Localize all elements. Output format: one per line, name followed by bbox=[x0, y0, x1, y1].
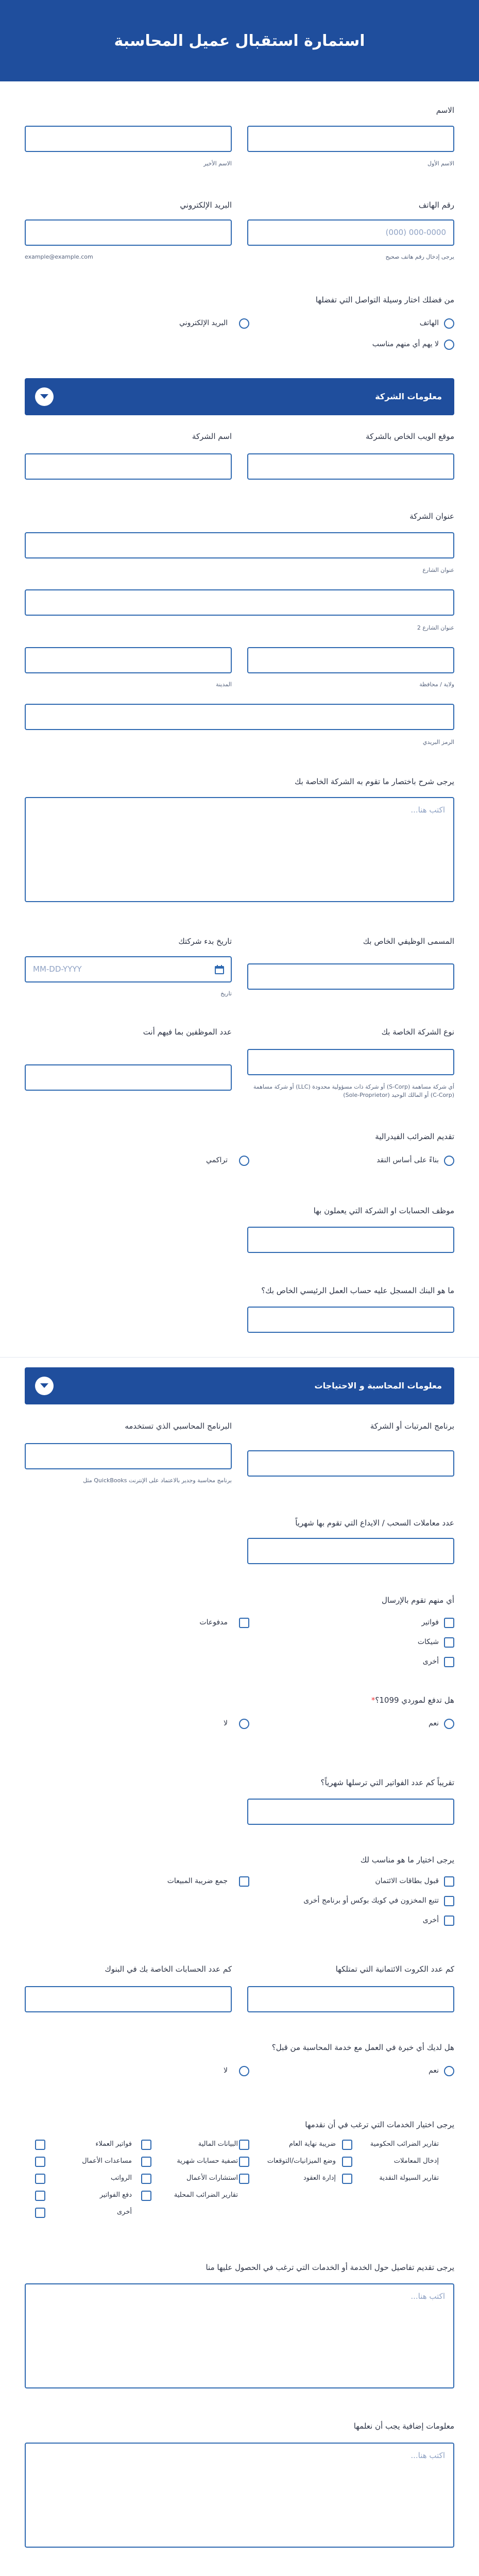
accounting-software-sublabel: برنامج محاسبة وجدير بالاعتماد على الإنترنت QuickBooks مثل bbox=[83, 1477, 232, 1484]
form1099-text: هل تدفع لموردي 1099؟ bbox=[375, 1696, 454, 1705]
company-type-sublabel: أي شركة مساهمة (S-Corp) أو شركة ذات مسؤولية محدودة (LLC) أو شركة مساهمة (C-Corp) أو المالك الوحيد (Sole-Proprietor) bbox=[253, 1083, 454, 1098]
chevron-down-icon[interactable] bbox=[35, 1377, 54, 1395]
job-title-input[interactable] bbox=[247, 963, 454, 990]
service-checkbox[interactable] bbox=[342, 2174, 352, 2184]
service-checkbox[interactable] bbox=[141, 2157, 151, 2167]
credit-cards-option: قبول بطاقات الائتمان bbox=[375, 1877, 439, 1885]
payments-checkbox[interactable] bbox=[239, 1618, 249, 1628]
date-placeholder: MM-DD-YYYY bbox=[33, 964, 82, 974]
tax-accrual-radio[interactable] bbox=[239, 1156, 249, 1166]
service-option: إدارة العقود bbox=[303, 2174, 336, 2182]
inventory-option: تتبع المخزون في كويك بوكس أو برنامج أخرى bbox=[303, 1896, 439, 1905]
business-desc-label: يرجى شرح باختصار ما تقوم به الشركة الخاصة بك bbox=[294, 777, 454, 786]
other-options-checkbox[interactable] bbox=[444, 1916, 454, 1926]
service-checkbox[interactable] bbox=[239, 2174, 249, 2184]
service-option: وضع الميزانيات/التوقعات bbox=[267, 2157, 336, 2165]
state-sublabel: ولاية / محافظة bbox=[419, 681, 454, 688]
form1099-yes-radio[interactable] bbox=[444, 1719, 454, 1729]
service-checkbox[interactable] bbox=[342, 2157, 352, 2167]
form1099-yes-option: نعم bbox=[429, 1719, 439, 1727]
experience-yes-radio[interactable] bbox=[444, 2066, 454, 2076]
service-option: دفع الفواتير bbox=[99, 2191, 132, 2199]
postal-input[interactable] bbox=[25, 704, 454, 730]
extra-info-textarea[interactable] bbox=[25, 2443, 454, 2548]
accounting-firm-label: موظف الحسابات او الشركة التي يعملون بها bbox=[313, 1206, 454, 1215]
job-title-label: المسمى الوظيفي الخاص بك bbox=[363, 937, 454, 946]
form1099-label bbox=[371, 1696, 454, 1705]
experience-no-radio[interactable] bbox=[239, 2066, 249, 2076]
credit-cards-count-input[interactable] bbox=[247, 1986, 454, 2012]
checks-option: شيكات bbox=[417, 1638, 439, 1646]
payroll-input[interactable] bbox=[247, 1450, 454, 1477]
tax-filing-label: تقديم الضرائب الفيدرالية bbox=[375, 1132, 454, 1141]
email-label: البريد الإلكتروني bbox=[180, 200, 232, 210]
textarea-placeholder: اكتب هنا... bbox=[410, 2292, 445, 2301]
service-details-label: يرجى تقديم تفاصيل حول الخدمة أو الخدمات التي ترغب في الحصول عليها منا bbox=[206, 2263, 454, 2272]
other-options-option: أخرى bbox=[422, 1916, 439, 1924]
company-name-label: اسم الشركة bbox=[192, 432, 232, 441]
bank-accounts-input[interactable] bbox=[25, 1986, 232, 2012]
service-option: تصفية حسابات شهرية bbox=[177, 2157, 238, 2165]
form-header bbox=[0, 0, 479, 81]
primary-bank-input[interactable] bbox=[247, 1307, 454, 1333]
service-option: استشارات الأعمال bbox=[186, 2174, 238, 2182]
contact-any-option: لا يهم أي منهم مناسب bbox=[372, 340, 439, 348]
extra-info-label: معلومات إضافية يجب أن نعلمها bbox=[353, 2421, 454, 2431]
chevron-down-icon[interactable] bbox=[35, 387, 54, 406]
service-checkbox[interactable] bbox=[342, 2140, 352, 2150]
service-checkbox[interactable] bbox=[35, 2140, 45, 2150]
divider bbox=[0, 1357, 479, 1358]
sales-tax-option: جمع ضريبة المبيعات bbox=[167, 1877, 228, 1885]
section-title: معلومات المحاسبة و الاحتياجات bbox=[314, 1381, 442, 1391]
transactions-label: عدد معاملات السحب / الايداع التي تقوم بها شهرياً bbox=[295, 1518, 454, 1528]
textarea-placeholder: اكتب هنا... bbox=[410, 805, 445, 815]
accounting-software-input[interactable] bbox=[25, 1443, 232, 1469]
contact-phone-option: الهاتف bbox=[419, 319, 439, 327]
section-title: معلومات الشركة bbox=[375, 392, 442, 401]
employees-label: عدد الموظفين بما فيهم أنت bbox=[143, 1027, 232, 1037]
phone-placeholder: (000) 000-0000 bbox=[385, 228, 446, 237]
company-type-input[interactable] bbox=[247, 1049, 454, 1075]
service-checkbox[interactable] bbox=[35, 2174, 45, 2184]
service-checkbox[interactable] bbox=[141, 2174, 151, 2184]
phone-sublabel: يرجى إدخال رقم هاتف صحيح bbox=[385, 253, 454, 260]
street-input[interactable] bbox=[25, 532, 454, 558]
street-sublabel: عنوان الشارع bbox=[422, 567, 454, 573]
service-checkbox[interactable] bbox=[239, 2157, 249, 2167]
contact-pref-label: من فضلك اختار وسيلة التواصل التي تفضلها bbox=[315, 295, 454, 304]
street2-input[interactable] bbox=[25, 589, 454, 616]
accounting-software-label: البرنامج المحاسبي الذي تستخدمه bbox=[125, 1421, 232, 1431]
textarea-placeholder: اكتب هنا... bbox=[410, 2451, 445, 2460]
service-checkbox[interactable] bbox=[35, 2157, 45, 2167]
service-option: تقارير السيولة النقدية bbox=[379, 2174, 439, 2182]
inventory-checkbox[interactable] bbox=[444, 1896, 454, 1906]
credit-cards-count-label: كم عدد الكروت الائتمانية التي تمتلكها bbox=[335, 1964, 454, 1974]
invoices-option: فواتير bbox=[421, 1618, 439, 1626]
payments-option: مدفوعات bbox=[199, 1618, 228, 1626]
invoices-checkbox[interactable] bbox=[444, 1618, 454, 1628]
bank-accounts-label: كم عدد الحسابات الخاصة بك في البنوك bbox=[105, 1964, 232, 1974]
tax-cash-option: بناءً على أساس النقد bbox=[377, 1156, 439, 1164]
transactions-input[interactable] bbox=[247, 1538, 454, 1564]
phone-label: رقم الهاتف bbox=[418, 200, 454, 210]
service-checkbox[interactable] bbox=[35, 2208, 45, 2218]
state-input[interactable] bbox=[247, 647, 454, 673]
service-option: تقارير الضرائب المحلية bbox=[174, 2191, 238, 2199]
payments-label: أي منهم تقوم بالإرسال bbox=[381, 1596, 454, 1605]
start-date-input[interactable] bbox=[25, 956, 232, 982]
experience-label: هل لديك أي خبرة في العمل مع خدمة المحاسبة من قبل؟ bbox=[271, 2043, 454, 2052]
service-option: مساعدات الأعمال bbox=[82, 2157, 132, 2165]
other-payments-option: أخرى bbox=[422, 1657, 439, 1666]
experience-yes-option: نعم bbox=[429, 2066, 439, 2075]
experience-no-option: لا bbox=[224, 2066, 228, 2075]
service-checkbox[interactable] bbox=[239, 2140, 249, 2150]
company-website-label: موقع الويب الخاص بالشركة bbox=[366, 432, 454, 441]
service-option: ضريبة نهاية العام bbox=[289, 2140, 336, 2148]
contact-phone-radio[interactable] bbox=[444, 318, 454, 329]
service-checkbox[interactable] bbox=[35, 2191, 45, 2201]
form1099-no-radio[interactable] bbox=[239, 1719, 249, 1729]
email-input[interactable] bbox=[25, 219, 232, 246]
invoices-count-input[interactable] bbox=[247, 1799, 454, 1825]
sales-tax-checkbox[interactable] bbox=[239, 1876, 249, 1887]
start-date-label: تاريخ بدء شركتك bbox=[178, 937, 232, 946]
company-website-input[interactable] bbox=[247, 453, 454, 480]
employees-input[interactable] bbox=[25, 1064, 232, 1091]
last-name-sublabel: الاسم الأخير bbox=[203, 160, 232, 167]
required-marker: * bbox=[371, 1696, 375, 1705]
service-option: الرواتب bbox=[110, 2174, 132, 2182]
form-title: استمارة استقبال عميل المحاسبة bbox=[114, 31, 365, 50]
payroll-label: برنامج المرتبات أو الشركة bbox=[370, 1421, 454, 1431]
contact-email-radio[interactable] bbox=[239, 318, 249, 329]
primary-bank-label: ما هو البنك المسجل عليه حساب العمل الرئيسي الخاص بك؟ bbox=[261, 1286, 454, 1295]
service-option: فواتير العملاء bbox=[95, 2140, 132, 2148]
contact-email-option: البريد الإلكتروني bbox=[179, 319, 228, 327]
company-name-input[interactable] bbox=[25, 453, 232, 480]
tax-cash-radio[interactable] bbox=[444, 1156, 454, 1166]
city-input[interactable] bbox=[25, 647, 232, 673]
first-name-sublabel: الاسم الأول bbox=[427, 160, 454, 167]
accounting-firm-input[interactable] bbox=[247, 1227, 454, 1253]
options-label: يرجى اختيار ما هو مناسب لك bbox=[360, 1855, 454, 1865]
services-label: يرجى اختيار الخدمات التي ترغب في أن نقدمها bbox=[305, 2120, 454, 2129]
service-checkbox[interactable] bbox=[141, 2191, 151, 2201]
street2-sublabel: عنوان الشارع 2 bbox=[417, 624, 454, 631]
city-sublabel: المدينة bbox=[216, 681, 232, 688]
credit-cards-checkbox[interactable] bbox=[444, 1876, 454, 1887]
service-details-textarea[interactable] bbox=[25, 2283, 454, 2388]
company-address-label: عنوان الشركة bbox=[409, 512, 454, 521]
contact-any-radio[interactable] bbox=[444, 340, 454, 350]
service-option: إدخال المعاملات bbox=[394, 2157, 439, 2165]
phone-input[interactable] bbox=[247, 219, 454, 246]
other-payments-checkbox[interactable] bbox=[444, 1657, 454, 1667]
accounting-needs-section[interactable] bbox=[25, 1367, 454, 1404]
company-type-label: نوع الشركة الخاصة بك bbox=[381, 1027, 454, 1037]
last-name-input[interactable] bbox=[25, 126, 232, 152]
checks-checkbox[interactable] bbox=[444, 1637, 454, 1648]
service-option: تقارير الضرائب الحكومية bbox=[370, 2140, 439, 2148]
name-label: الاسم bbox=[436, 106, 454, 115]
service-option: البيانات المالية bbox=[198, 2140, 238, 2148]
date-sublabel: تاريخ bbox=[220, 990, 232, 997]
invoices-count-label: تقريباً كم عدد الفواتير التي ترسلها شهرياً؟ bbox=[320, 1778, 454, 1787]
service-checkbox[interactable] bbox=[141, 2140, 151, 2150]
email-sublabel: example@example.com bbox=[25, 253, 93, 260]
business-desc-textarea[interactable] bbox=[25, 797, 454, 902]
company-info-section[interactable] bbox=[25, 378, 454, 415]
tax-accrual-option: تراكمي bbox=[206, 1156, 228, 1164]
form1099-no-option: لا bbox=[224, 1719, 228, 1727]
calendar-icon[interactable] bbox=[214, 964, 225, 975]
service-option: أخرى bbox=[117, 2208, 132, 2216]
postal-sublabel: الرمز البريدي bbox=[422, 739, 454, 745]
first-name-input[interactable] bbox=[247, 126, 454, 152]
